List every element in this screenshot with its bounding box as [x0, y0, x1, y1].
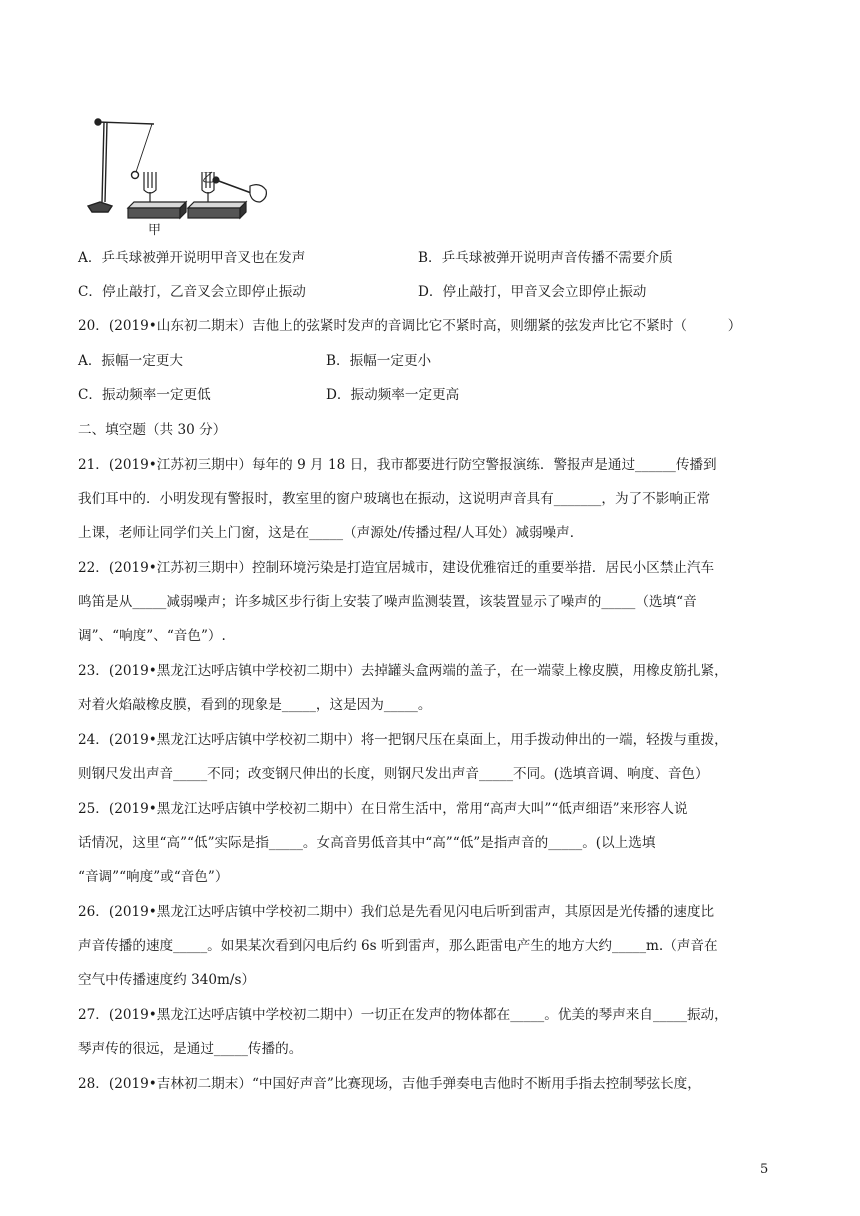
- label-jia: 甲: [148, 223, 162, 238]
- q26-line-3: 空气中传播速度约 340m/s）: [78, 972, 256, 988]
- q26-line-1: 26．(2019•黑龙江达呼店镇中学校初二期中）我们总是先看见闪电后听到雷声，其原因是光传播的速度比: [78, 904, 715, 920]
- q22-line-1: 22．(2019•江苏初三期中）控制环境污染是打造宜居城市，建设优雅宿迁的重要举措．居民小区禁止汽车: [78, 560, 715, 576]
- page-number: 5: [760, 1162, 769, 1177]
- tuning-fork-yi: [188, 172, 266, 218]
- section-title: 二、填空题（共 30 分）: [78, 422, 227, 438]
- q20-option-b: B．振幅一定更小: [326, 353, 432, 369]
- stand-illustration: [88, 119, 154, 212]
- q27-line-2: 琴声传的很远，是通过_____传播的。: [78, 1041, 303, 1057]
- q25-line-1: 25．(2019•黑龙江达呼店镇中学校初二期中）在日常生活中，常用“高声大叫”“低声细语”来形容人说: [78, 801, 688, 817]
- q19-option-c: C．停止敲打，乙音叉会立即停止振动: [78, 284, 306, 300]
- q25-line-2: 话情况，这里“高”“低”实际是指_____。女高音男低音其中“高”“低”是指声音的_____。(以上选填: [78, 835, 656, 851]
- q20-option-c: C．振动频率一定更低: [78, 387, 211, 403]
- q20-stem: 20．(2019•山东初二期末）吉他上的弦紧时发声的音调比它不紧时高，则绷紧的弦发声比它不紧时（ ）: [78, 318, 742, 334]
- q20-option-a: A．振幅一定更大: [78, 353, 183, 369]
- q24-line-2: 则钢尺发出声音_____不同；改变钢尺伸出的长度，则钢尺发出声音_____不同。(选填音调、响度、音色）: [78, 766, 709, 782]
- q20-option-d: D．振动频率一定更高: [326, 387, 460, 403]
- tuning-fork-figure: [84, 112, 274, 240]
- q21-line-3: 上课，老师让同学们关上门窗，这是在_____（声源处/传播过程/人耳处）减弱噪声．: [78, 525, 584, 541]
- q19-option-a: A．乒乓球被弹开说明甲音叉也在发声: [78, 250, 306, 266]
- q19-option-b: B．乒乓球被弹开说明声音传播不需要介质: [418, 250, 673, 266]
- tuning-fork-jia: [128, 172, 186, 218]
- q21-line-2: 我们耳中的．小明发现有警报时，教室里的窗户玻璃也在振动，这说明声音具有_______，为了不影响正常: [78, 491, 711, 507]
- q24-line-1: 24．(2019•黑龙江达呼店镇中学校初二期中）将一把钢尺压在桌面上，用手拨动伸出的一端，轻拨与重拨，: [78, 732, 728, 748]
- q23-line-2: 对着火焰敲橡皮膜，看到的现象是_____，这是因为_____。: [78, 697, 432, 713]
- q27-line-1: 27．(2019•黑龙江达呼店镇中学校初二期中）一切正在发声的物体都在_____。优美的琴声来自_____振动，: [78, 1007, 728, 1023]
- q21-line-1: 21．(2019•江苏初三期中）每年的 9 月 18 日，我市都要进行防空警报演练．警报声是通过______传播到: [78, 457, 717, 473]
- q23-line-1: 23．(2019•黑龙江达呼店镇中学校初二期中）去掉罐头盒两端的盖子，在一端蒙上橡皮膜，用橡皮筋扎紧，: [78, 663, 728, 679]
- q22-line-3: 调”、“响度”、“音色”）.: [78, 628, 226, 644]
- q26-line-2: 声音传播的速度_____。如果某次看到闪电后约 6s 听到雷声，那么距雷电产生的地方大约_____m.（声音在: [78, 938, 718, 954]
- q22-line-2: 鸣笛是从_____减弱噪声；许多城区步行街上安装了噪声监测装置，该装置显示了噪声的_____（选填“音: [78, 594, 697, 610]
- q25-line-3: “音调”“响度”或“音色”）: [78, 869, 229, 885]
- q19-option-d: D．停止敲打，甲音叉会立即停止振动: [418, 284, 647, 300]
- label-yi: 乙: [202, 171, 216, 186]
- q28-line-1: 28．(2019•吉林初二期末）“中国好声音”比赛现场，吉他手弹奏电吉他时不断用手指去控制琴弦长度，: [78, 1076, 701, 1092]
